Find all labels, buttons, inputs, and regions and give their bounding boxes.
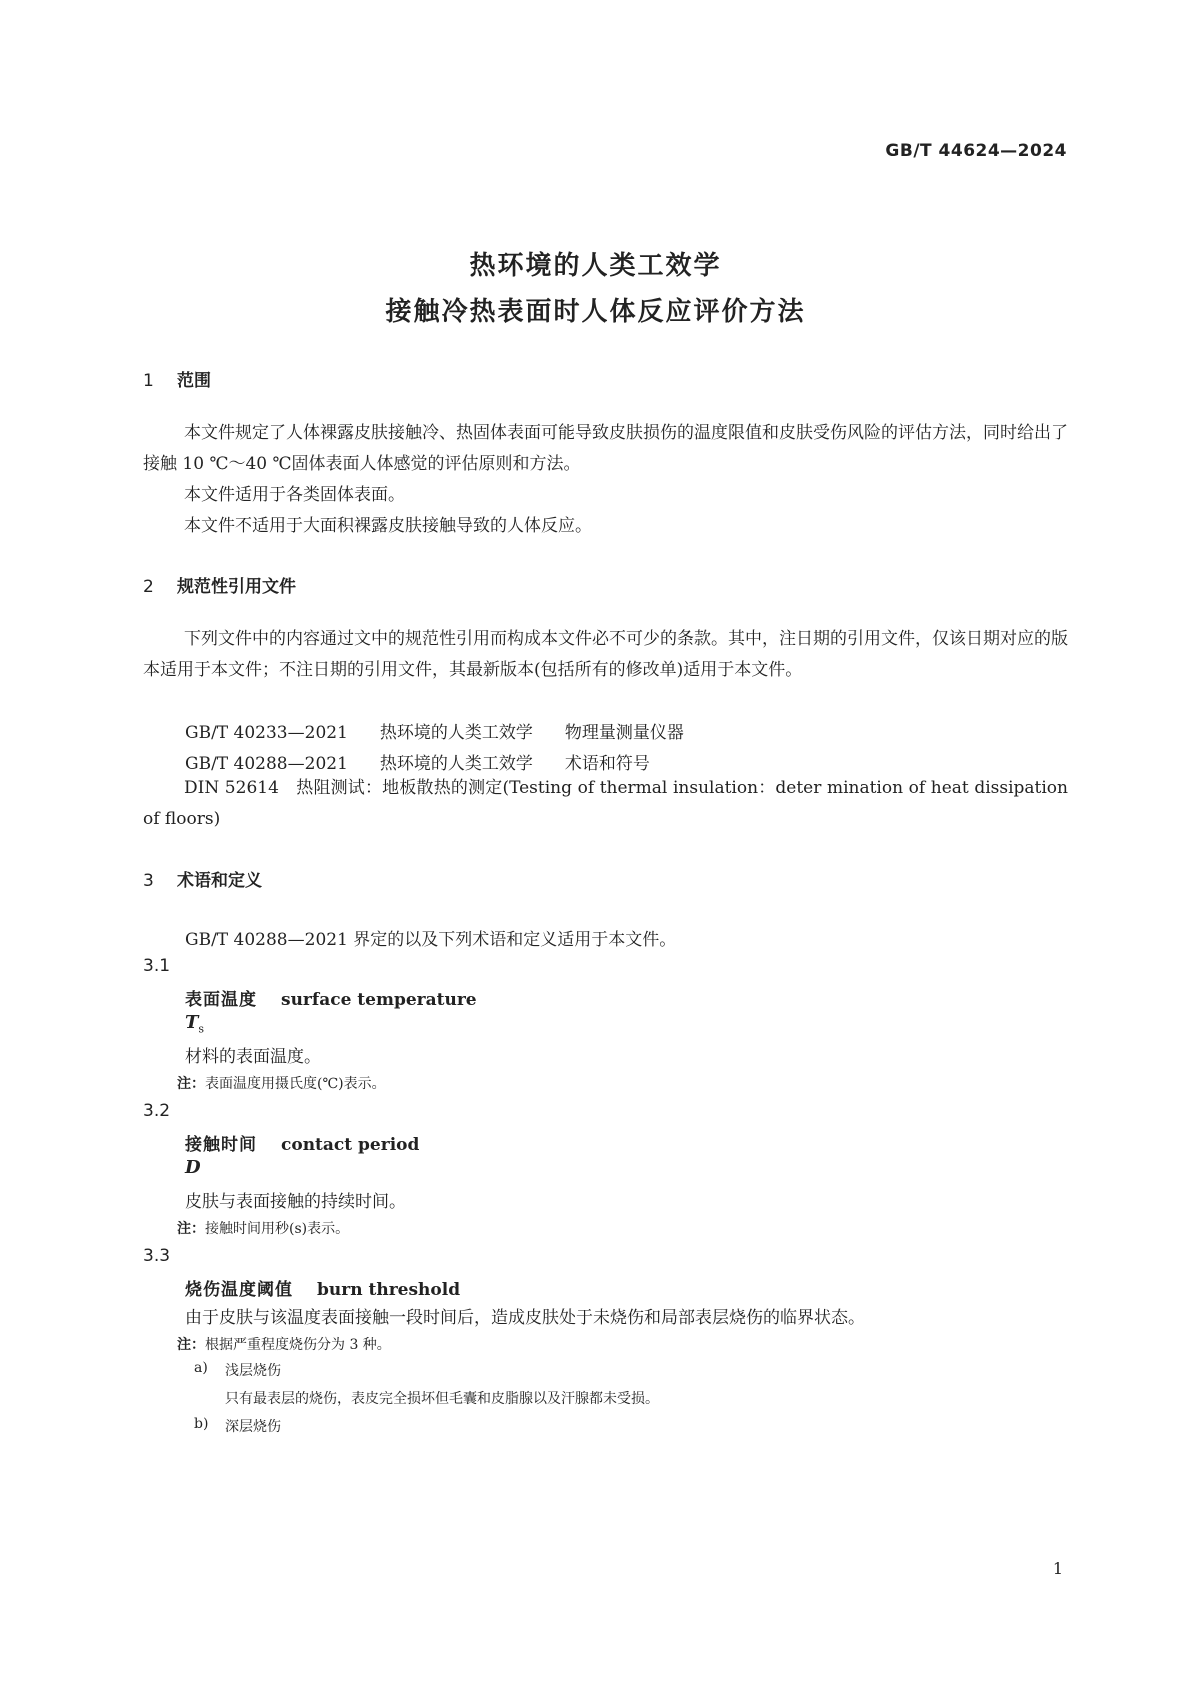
reference-din: DIN 52614 热阻测试：地板散热的测定(Testing of thermal insulation：deter mination of heat dissipation of floors) [143,778,1068,829]
term-number: 3.3 [143,1246,171,1266]
term-definition: 材料的表面温度。 [185,1047,321,1067]
section-number: 1 [143,371,154,391]
section-1-paragraph-3: 本文件不适用于大面积裸露皮肤接触导致的人体反应。 [184,516,592,536]
list-item-description: 只有最表层的烧伤，表皮完全损坏但毛囊和皮脂腺以及汗腺都未受损。 [225,1391,659,1407]
term-heading [185,1275,460,1300]
section-3-intro: GB/T 40288—2021 界定的以及下列术语和定义适用于本文件。 [185,930,677,950]
reference-item [185,718,684,743]
reference-subtitle: 物理量测量仪器 [564,723,684,743]
term-chinese: 接触时间 [185,1135,257,1155]
term-number: 3.2 [143,1101,171,1121]
note-label: 注： [177,1337,205,1353]
list-item-text: 深层烧伤 [225,1419,281,1435]
section-title: 规范性引用文件 [177,577,296,597]
note-label: 注： [177,1221,205,1237]
reference-subtitle: 术语和符号 [564,754,650,774]
section-title: 范围 [177,371,211,391]
section-2-paragraph-1: 下列文件中的内容通过文中的规范性引用而构成本文件必不可少的条款。其中，注日期的引用文件，仅该日期对应的版本适用于本文件；不注日期的引用文件，其最新版本(包括所有的修改单)适用于本文件。 [143,629,1068,680]
note-text: 接触时间用秒(s)表示。 [205,1221,350,1237]
list-item-text: 浅层烧伤 [225,1363,281,1379]
section-3-heading [143,866,262,891]
reference-code: GB/T 40288—2021 [185,754,348,774]
page-number: 1 [1052,1559,1063,1578]
section-1-paragraph-1: 本文件规定了人体裸露皮肤接触冷、热固体表面可能导致皮肤损伤的温度限值和皮肤受伤风险的评估方法，同时给出了接触 10 ℃～40 ℃固体表面人体感觉的评估原则和方法。 [143,423,1068,474]
document-title-line1: 热环境的人类工效学 [469,251,722,281]
term-english: surface temperature [281,990,477,1010]
section-title: 术语和定义 [177,871,262,891]
term-definition: 由于皮肤与该温度表面接触一段时间后，造成皮肤处于未烧伤和局部表层烧伤的临界状态。 [185,1308,865,1328]
section-2-heading [143,572,296,597]
term-number: 3.1 [143,956,171,976]
list-item-mark: b) [194,1416,209,1432]
term-symbol: D [185,1157,201,1178]
reference-item [185,749,650,774]
list-item-mark: a) [194,1360,208,1376]
section-1-heading [143,366,211,391]
term-heading [185,1130,419,1155]
term-heading [185,985,477,1010]
section-1-paragraph-2: 本文件适用于各类固体表面。 [184,485,405,505]
term-chinese: 表面温度 [185,990,257,1010]
reference-code: GB/T 40233—2021 [185,723,348,743]
term-symbol: $T_s$ [185,1012,205,1036]
document-title-line2: 接触冷热表面时人体反应评价方法 [385,297,806,327]
term-note [177,1218,349,1238]
note-label: 注： [177,1076,205,1092]
term-note [177,1073,386,1093]
term-definition: 皮肤与表面接触的持续时间。 [185,1192,406,1212]
reference-title: 热环境的人类工效学 [379,754,533,774]
section-number: 2 [143,577,154,597]
term-note [177,1334,391,1354]
reference-title: 热环境的人类工效学 [379,723,533,743]
term-english: contact period [281,1135,420,1155]
standard-code: GB/T 44624—2024 [885,141,1067,161]
term-chinese: 烧伤温度阈值 [185,1280,293,1300]
note-text: 根据严重程度烧伤分为 3 种。 [205,1337,391,1353]
section-number: 3 [143,871,154,891]
term-english: burn threshold [317,1280,461,1300]
note-text: 表面温度用摄氏度(℃)表示。 [205,1076,386,1092]
